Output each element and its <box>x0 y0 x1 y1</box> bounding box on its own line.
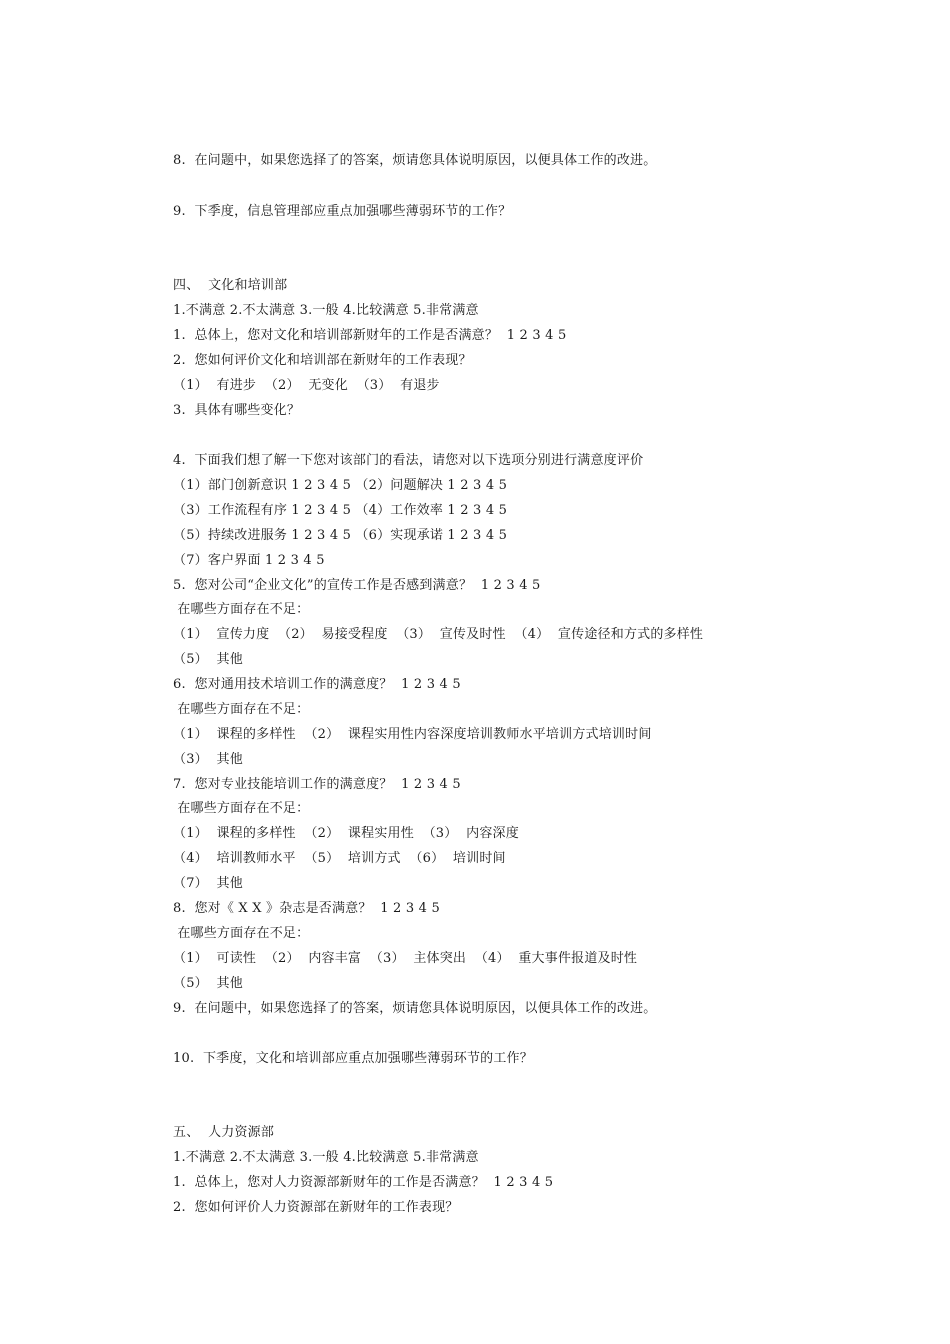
question-line: 6. 您对通用技术培训工作的满意度？ 1 2 3 4 5 <box>173 677 461 692</box>
option-line: （1） 宣传力度 （2） 易接受程度 （3） 宣传及时性 （4） 宣传途径和方式的多样性 <box>173 627 704 642</box>
question-line: 2. 您如何评价文化和培训部在新财年的工作表现？ <box>173 353 472 368</box>
option-line: （5）持续改进服务 1 2 3 4 5 （6）实现承诺 1 2 3 4 5 <box>173 528 508 543</box>
option-line: （3） 其他 <box>173 752 243 767</box>
question-line: 3. 具体有哪些变化？ <box>173 403 301 418</box>
question-line: 1. 总体上，您对文化和培训部新财年的工作是否满意？ 1 2 3 4 5 <box>173 328 567 343</box>
sub-prompt: 在哪些方面存在不足： <box>173 702 310 717</box>
option-line: （1） 可读性 （2） 内容丰富 （3） 主体突出 （4） 重大事件报道及时性 <box>173 951 638 966</box>
option-line: （5） 其他 <box>173 976 243 991</box>
question-line: 9. 在问题中，如果您选择了的答案，烦请您具体说明原因，以便具体工作的改进。 <box>173 1001 657 1016</box>
section-heading: 四、 文化和培训部 <box>173 278 288 293</box>
sub-prompt: 在哪些方面存在不足： <box>173 801 310 816</box>
rating-scale: 1.不满意 2.不太满意 3.一般 4.比较满意 5.非常满意 <box>173 303 479 318</box>
question-line: 10. 下季度，文化和培训部应重点加强哪些薄弱环节的工作？ <box>173 1051 533 1066</box>
section-heading: 五、 人力资源部 <box>173 1125 275 1140</box>
question-line: 8. 在问题中，如果您选择了的答案，烦请您具体说明原因，以便具体工作的改进。 <box>173 153 657 168</box>
question-line: 9. 下季度，信息管理部应重点加强哪些薄弱环节的工作？ <box>173 204 512 219</box>
option-line: （1） 课程的多样性 （2） 课程实用性内容深度培训教师水平培训方式培训时间 <box>173 727 652 742</box>
question-line: 5. 您对公司“企业文化”的宣传工作是否感到满意？ 1 2 3 4 5 <box>173 578 541 593</box>
rating-scale: 1.不满意 2.不太满意 3.一般 4.比较满意 5.非常满意 <box>173 1150 479 1165</box>
option-line: （7） 其他 <box>173 876 243 891</box>
option-line: （3）工作流程有序 1 2 3 4 5 （4）工作效率 1 2 3 4 5 <box>173 503 508 518</box>
option-line: （5） 其他 <box>173 652 243 667</box>
option-line: （7）客户界面 1 2 3 4 5 <box>173 553 325 568</box>
question-line: 2. 您如何评价人力资源部在新财年的工作表现？ <box>173 1200 459 1215</box>
question-line: 7. 您对专业技能培训工作的满意度？ 1 2 3 4 5 <box>173 777 461 792</box>
option-line: （1） 课程的多样性 （2） 课程实用性 （3） 内容深度 <box>173 826 519 841</box>
sub-prompt: 在哪些方面存在不足： <box>173 926 310 941</box>
option-line: （4） 培训教师水平 （5） 培训方式 （6） 培训时间 <box>173 851 506 866</box>
option-line: （1） 有进步 （2） 无变化 （3） 有退步 <box>173 378 440 393</box>
question-line: 8. 您对《 X X 》杂志是否满意？ 1 2 3 4 5 <box>173 901 440 916</box>
question-line: 1. 总体上，您对人力资源部新财年的工作是否满意？ 1 2 3 4 5 <box>173 1175 554 1190</box>
sub-prompt: 在哪些方面存在不足： <box>173 602 310 617</box>
question-line: 4. 下面我们想了解一下您对该部门的看法，请您对以下选项分别进行满意度评价 <box>173 453 644 468</box>
option-line: （1）部门创新意识 1 2 3 4 5 （2）问题解决 1 2 3 4 5 <box>173 478 508 493</box>
